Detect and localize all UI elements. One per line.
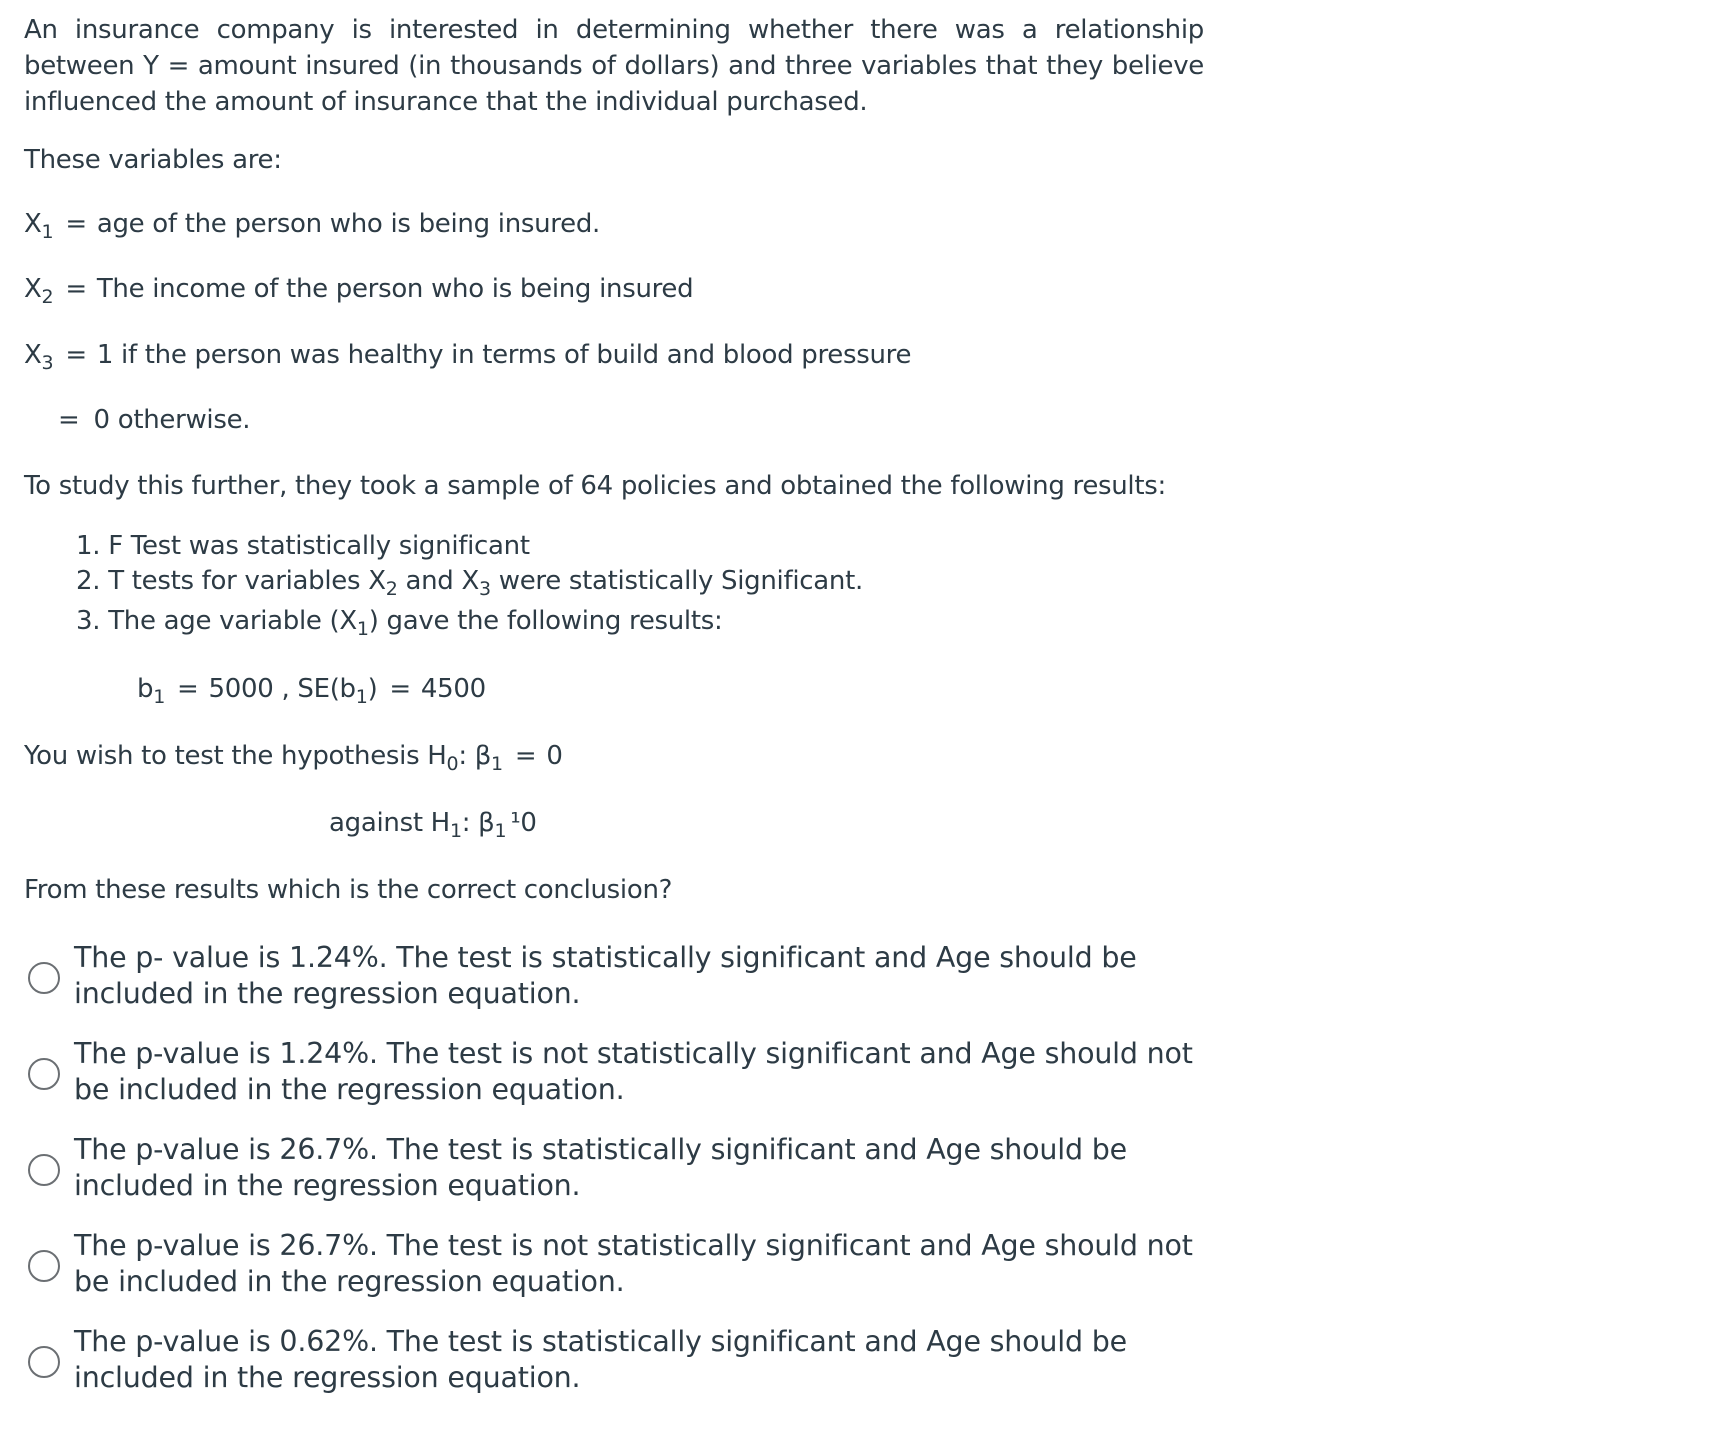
coef-equals-2: =	[389, 674, 411, 704]
result-number: 3.	[76, 606, 101, 636]
x3-equals: =	[65, 340, 87, 370]
hypothesis-value: 0	[546, 741, 563, 771]
alternative-beta-subscript: 1	[494, 820, 507, 842]
null-hypothesis	[24, 738, 563, 774]
coef-b-subscript: 1	[153, 686, 166, 708]
coef-se-value: 4500	[420, 674, 486, 704]
hypothesis-h-subscript: 0	[446, 753, 459, 775]
radio-button[interactable]	[28, 1154, 60, 1186]
x3-otherwise-text: 0 otherwise.	[93, 405, 251, 435]
x3-otherwise-equals: =	[58, 405, 80, 435]
result-number: 1.	[76, 531, 101, 561]
x2-equals: =	[65, 274, 87, 304]
variable-x1	[24, 206, 600, 242]
result-text-part: T tests for variables X	[108, 566, 386, 596]
coef-se-close: )	[367, 674, 378, 704]
answer-option[interactable]	[24, 1037, 1224, 1136]
answer-text[interactable]: The p-value is 26.7%. The test is statistically significant and Age should be included in the regression equation.	[74, 1133, 1127, 1202]
result-text-part: and X	[397, 566, 479, 596]
radio-button[interactable]	[28, 1346, 60, 1378]
result-text-part: ) gave the following results:	[368, 606, 723, 636]
question-prompt: From these results which is the correct conclusion?	[24, 875, 673, 905]
study-description: To study this further, they took a sample of 64 policies and obtained the following results:	[24, 471, 1166, 501]
alternative-text: against H	[329, 808, 450, 838]
coefficient-line	[137, 671, 486, 707]
answer-text[interactable]: The p-value is 0.62%. The test is statistically significant and Age should be included in the regression equation.	[74, 1325, 1127, 1394]
x2-symbol: X	[24, 274, 42, 304]
radio-button[interactable]	[28, 1250, 60, 1282]
answer-options	[24, 941, 1224, 1424]
result-number: 2.	[76, 566, 101, 596]
alternative-h-subscript: 1	[449, 820, 462, 842]
result-item	[76, 563, 863, 599]
result-text-part: were statistically Significant.	[490, 566, 863, 596]
x3-subscript: 3	[41, 352, 54, 374]
coef-b: b	[137, 674, 154, 704]
x2-subscript: 2	[41, 286, 54, 308]
variable-x3-otherwise	[58, 402, 250, 438]
radio-button[interactable]	[28, 1058, 60, 1090]
x1-text: age of the person who is being insured.	[96, 209, 600, 239]
answer-option[interactable]	[24, 1133, 1224, 1232]
hypothesis-text: You wish to test the hypothesis H	[24, 741, 447, 771]
alternative-beta: : β	[461, 808, 495, 838]
hypothesis-beta: : β	[458, 741, 492, 771]
answer-option[interactable]	[24, 1325, 1224, 1424]
alternative-hypothesis	[329, 805, 537, 841]
variable-x3	[24, 337, 911, 373]
answer-text[interactable]: The p- value is 1.24%. The test is statistically significant and Age should be included in the regression equation.	[74, 941, 1137, 1010]
result-subscript: 2	[385, 578, 398, 600]
x3-text: 1 if the person was healthy in terms of build and blood pressure	[96, 340, 912, 370]
result-text-part: The age variable (X	[108, 606, 357, 636]
answer-option[interactable]	[24, 1229, 1224, 1328]
coef-b-value: 5000 , SE(b	[208, 674, 356, 704]
hypothesis-beta-subscript: 1	[491, 753, 503, 775]
x1-subscript: 1	[41, 221, 54, 243]
answer-text[interactable]: The p-value is 26.7%. The test is not statistically significant and Age should not be included in the regression equation.	[74, 1229, 1193, 1298]
x1-equals: =	[65, 209, 87, 239]
alternative-symbol: ¹	[510, 808, 521, 838]
results-list	[76, 528, 863, 639]
question-body	[24, 0, 1204, 905]
x2-text: The income of the person who is being insured	[96, 274, 694, 304]
result-subscript: 3	[478, 578, 491, 600]
answer-text[interactable]: The p-value is 1.24%. The test is not statistically significant and Age should not be included in the regression equation.	[74, 1037, 1193, 1106]
variables-heading: These variables are:	[24, 145, 282, 175]
x1-symbol: X	[24, 209, 42, 239]
coef-se-subscript: 1	[355, 686, 368, 708]
result-subscript: 1	[356, 618, 369, 640]
result-text: F Test was statistically significant	[108, 531, 530, 561]
result-item	[76, 528, 863, 564]
coef-equals: =	[177, 674, 199, 704]
result-item	[76, 603, 863, 639]
alternative-value: 0	[520, 808, 537, 838]
question-intro: An insurance company is interested in determining whether there was a relationship between Y = amount insured (in thousands of dollars) and three variables that they believe influenced the amount of insurance that the individual purchased.	[24, 15, 1204, 117]
hypothesis-equals: =	[514, 741, 537, 771]
answer-option[interactable]	[24, 941, 1224, 1040]
x3-symbol: X	[24, 340, 42, 370]
radio-button[interactable]	[28, 962, 60, 994]
variable-x2	[24, 271, 693, 307]
